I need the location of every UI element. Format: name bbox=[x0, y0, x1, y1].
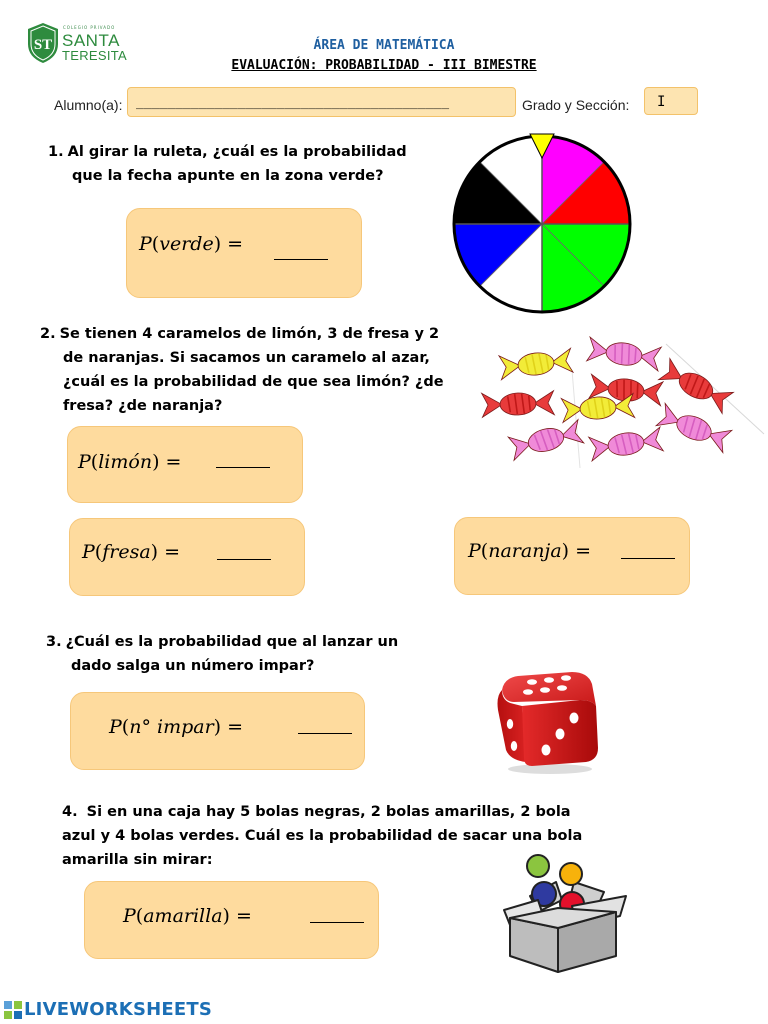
question-number: 2. bbox=[40, 326, 56, 342]
answer-box-amarilla[interactable] bbox=[84, 881, 379, 959]
question-number: 3. bbox=[46, 634, 62, 650]
box-with-balls-image bbox=[500, 852, 630, 974]
question-text: dado salga un número impar? bbox=[71, 658, 315, 674]
liveworksheets-footer[interactable] bbox=[4, 998, 244, 1022]
question-text: Al girar la ruleta, ¿cuál es la probabilidad bbox=[67, 144, 407, 160]
candy-red-icon bbox=[482, 391, 555, 417]
answer-blank[interactable] bbox=[274, 259, 328, 260]
evaluation-title: EVALUACIÓN: PROBABILIDAD - III BIMESTRE bbox=[231, 58, 537, 73]
answer-box-naranja[interactable] bbox=[454, 517, 690, 595]
question-3 bbox=[46, 630, 446, 678]
roulette-wheel-image bbox=[446, 128, 642, 314]
school-tiny-text: COLEGIO PRIVADO bbox=[63, 25, 116, 30]
answer-blank[interactable] bbox=[298, 733, 352, 734]
candy-red-icon bbox=[659, 359, 734, 414]
probability-expression: P(limón) = bbox=[78, 451, 182, 473]
answer-box-verde[interactable] bbox=[126, 208, 362, 298]
probability-expression: P(naranja) = bbox=[468, 540, 592, 562]
candy-pink-icon bbox=[587, 337, 662, 371]
alumno-label: Alumno(a): bbox=[54, 97, 123, 113]
question-number: 4. bbox=[62, 804, 78, 820]
question-text: de naranjas. Si sacamos un caramelo al azar, bbox=[63, 350, 430, 366]
answer-blank[interactable] bbox=[217, 559, 271, 560]
alumno-input[interactable]: ________________________________________ bbox=[127, 87, 516, 117]
answer-box-fresa[interactable] bbox=[69, 518, 305, 596]
question-text: que la fecha apunte en la zona verde? bbox=[72, 168, 384, 184]
question-text: azul y 4 bolas verdes. Cuál es la probabilidad de sacar una bola bbox=[62, 828, 583, 844]
svg-text:ST: ST bbox=[33, 37, 53, 53]
probability-expression: P(verde) = bbox=[139, 233, 244, 255]
grado-label: Grado y Sección: bbox=[522, 97, 630, 113]
answer-blank[interactable] bbox=[310, 922, 364, 923]
school-name-2: TERESITA bbox=[62, 48, 128, 63]
question-text: Si en una caja hay 5 bolas negras, 2 bolas amarillas, 2 bola bbox=[86, 804, 571, 820]
candy-pink-icon bbox=[589, 427, 664, 461]
probability-expression: P(n° impar) = bbox=[109, 716, 244, 738]
question-2 bbox=[40, 322, 480, 418]
answer-box-limon[interactable] bbox=[67, 426, 303, 503]
answer-blank[interactable] bbox=[621, 558, 675, 559]
dice-image bbox=[492, 666, 602, 776]
liveworksheets-brand: LIVEWORKSHEETS bbox=[24, 999, 213, 1020]
area-title: ÁREA DE MATEMÁTICA bbox=[313, 38, 455, 53]
liveworksheets-logo-icon bbox=[4, 1001, 22, 1019]
question-1 bbox=[48, 140, 448, 188]
question-text: Se tienen 4 caramelos de limón, 3 de fresa y 2 bbox=[59, 326, 440, 342]
probability-expression: P(amarilla) = bbox=[123, 905, 252, 927]
question-text: ¿cuál es la probabilidad de que sea limón? ¿de bbox=[63, 374, 444, 390]
question-number: 1. bbox=[48, 144, 64, 160]
grado-input[interactable]: I bbox=[644, 87, 698, 115]
probability-expression: P(fresa) = bbox=[82, 541, 181, 563]
school-name-1: SANTA bbox=[62, 31, 120, 50]
answer-blank[interactable] bbox=[216, 467, 270, 468]
candies-image bbox=[476, 330, 766, 470]
candy-pink-icon bbox=[508, 420, 584, 461]
candy-yellow-icon bbox=[499, 348, 573, 379]
question-text: fresa? ¿de naranja? bbox=[63, 398, 223, 414]
question-text: ¿Cuál es la probabilidad que al lanzar un bbox=[65, 634, 399, 650]
question-text: amarilla sin mirar: bbox=[62, 852, 213, 868]
answer-box-impar[interactable] bbox=[70, 692, 365, 770]
